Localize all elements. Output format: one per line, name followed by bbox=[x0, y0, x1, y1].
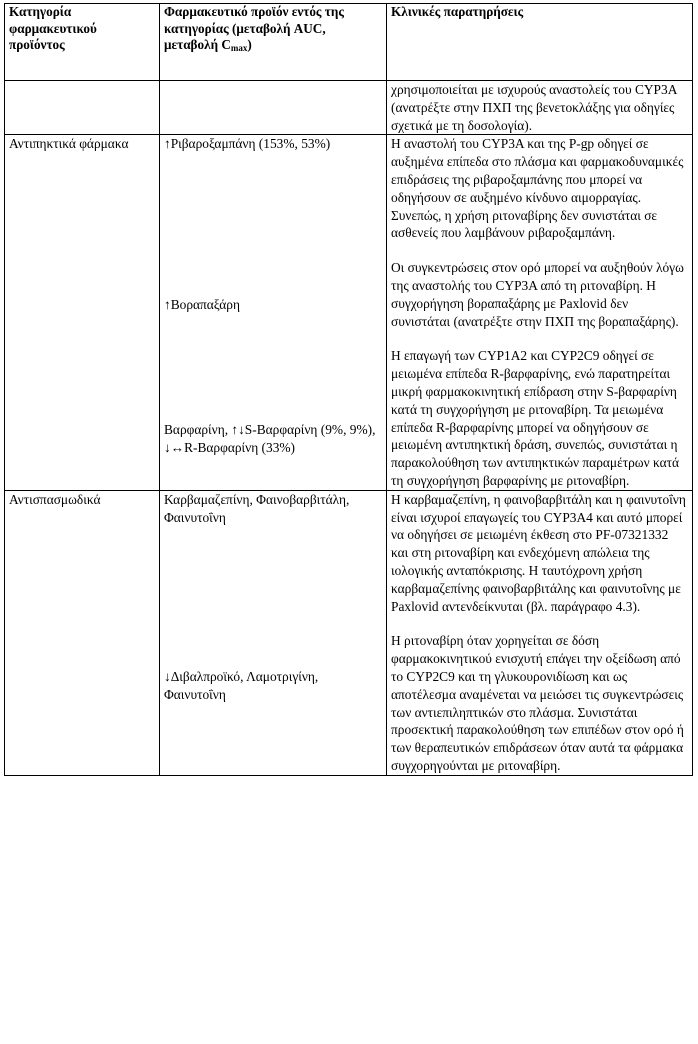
clinical-note: χρησιμοποιείται με ισχυρούς αναστολείς του CYP3A (ανατρέξτε στην ΠΧΠ της βενετοκλάξης για οδηγίες σχετικά με τη δοσολογία). bbox=[391, 82, 677, 133]
drug-interaction-table bbox=[4, 3, 693, 776]
table-row bbox=[5, 135, 693, 490]
clinical-note: Οι συγκεντρώσεις στον ορό μπορεί να αυξηθούν λόγω της αναστολής του CYP3A από τη ριτοναβίρη. Η συγχορήγηση βοραπαξάρης με Paxlovid δεν συνιστάται (ανατρέξτε στην ΠΧΠ της βοραπαξάρης). bbox=[391, 260, 684, 329]
category-cell bbox=[5, 81, 160, 135]
drug-cell bbox=[160, 81, 387, 135]
drug-item: Καρβαμαζεπίνη, Φαινοβαρβιτάλη, Φαινυτοΐνη bbox=[164, 491, 350, 525]
drug-item: Βαρφαρίνη, ↑↓S-Βαρφαρίνη (9%, 9%), ↓↔R-Βαρφαρίνη (33%) bbox=[164, 421, 376, 455]
header-drug-sub: max bbox=[230, 43, 248, 53]
clinical-note: Η επαγωγή των CYP1A2 και CYP2C9 οδηγεί σε μειωμένα επίπεδα R-βαρφαρίνης, ενώ παρατηρείται μικρή φαρμακοκινητική επίδραση στην S-βαρφαρίνη κατά τη συγχορήγηση με ριτοναβίρη. Τα μειωμένα επίπεδα R-βαρφαρίνης μπορεί να οδηγήσουν σε μειωμένη αντιπηκτική δράση, συνεπώς, συνιστάται η παρακολούθηση των αντιπηκτικών παραμέτρων κατά τη συγχορήγηση βαρφαρίνης με ριτοναβίρη. bbox=[391, 348, 680, 488]
notes-cell bbox=[387, 135, 693, 490]
drug-item: ↓Διβαλπροϊκό, Λαμοτριγίνη, Φαινυτοΐνη bbox=[164, 669, 319, 703]
table-row bbox=[5, 81, 693, 135]
header-drug bbox=[160, 4, 387, 81]
header-drug-end: ) bbox=[247, 37, 252, 52]
category-cell: Αντιπηκτικά φάρμακα bbox=[5, 135, 160, 490]
clinical-note: Η καρβαμαζεπίνη, η φαινοβαρβιτάλη και η φαινυτοΐνη είναι ισχυροί επαγωγείς του CYP3A4 και αυτό μπορεί να οδηγήσει σε μειωμένη έκθεση στο PF-07321332 και στη ριτοναβίρη και ενδεχόμενη απώλεια της ιολογικής ανταπόκρισης. Η ταυτόχρονη χρήση καρβαμαζεπίνης φαινοβαρβιτάλης και φαινυτοΐνης με Paxlovid αντενδείκνυται (βλ. παράγραφο 4.3). bbox=[391, 491, 686, 614]
drug-item: ↑Ριβαροξαμπάνη (153%, 53%) bbox=[164, 136, 331, 152]
header-notes: Κλινικές παρατηρήσεις bbox=[387, 4, 693, 81]
drug-cell bbox=[160, 490, 387, 775]
clinical-note: Η ριτοναβίρη όταν χορηγείται σε δόση φαρμακοκινητικού ενισχυτή επάγει την οξείδωση από το CYP2C9 και τη γλυκουρονιδίωση και ως αποτέλεσμα αναμένεται να μειώσει τις συγκεντρώσεις των αντιεπιληπτικών στο πλάσμα. Συνιστάται προσεκτική παρακολούθηση των επιπέδων στον ορό ή των θεραπευτικών επιδράσεων όταν αυτά τα φάρμακα συγχορηγούνται με ριτοναβίρη. bbox=[391, 633, 684, 773]
table-row bbox=[5, 490, 693, 775]
table-header-row bbox=[5, 4, 693, 81]
drug-cell bbox=[160, 135, 387, 490]
category-cell: Αντισπασμωδικά bbox=[5, 490, 160, 775]
clinical-note: Η αναστολή του CYP3A και της P-gp οδηγεί σε αυξημένα επίπεδα στο πλάσμα και φαρμακοδυναμικές επιδράσεις της ριβαροξαμπάνης που μπορεί να οδηγήσουν σε αυξημένο κίνδυνο αιμορραγίας. Συνεπώς, η χρήση ριτοναβίρης δεν συνιστάται σε ασθενείς που λαμβάνουν ριβαροξαμπάνη. bbox=[391, 136, 684, 241]
notes-cell bbox=[387, 81, 693, 135]
drug-item: ↑Βοραπαξάρη bbox=[164, 297, 240, 313]
header-drug-main: Φαρμακευτικό προϊόν εντός της κατηγορίας (μεταβολή AUC, μεταβολή C bbox=[164, 4, 344, 52]
header-category: Κατηγορία φαρμακευτικού προϊόντος bbox=[5, 4, 160, 81]
notes-cell bbox=[387, 490, 693, 775]
